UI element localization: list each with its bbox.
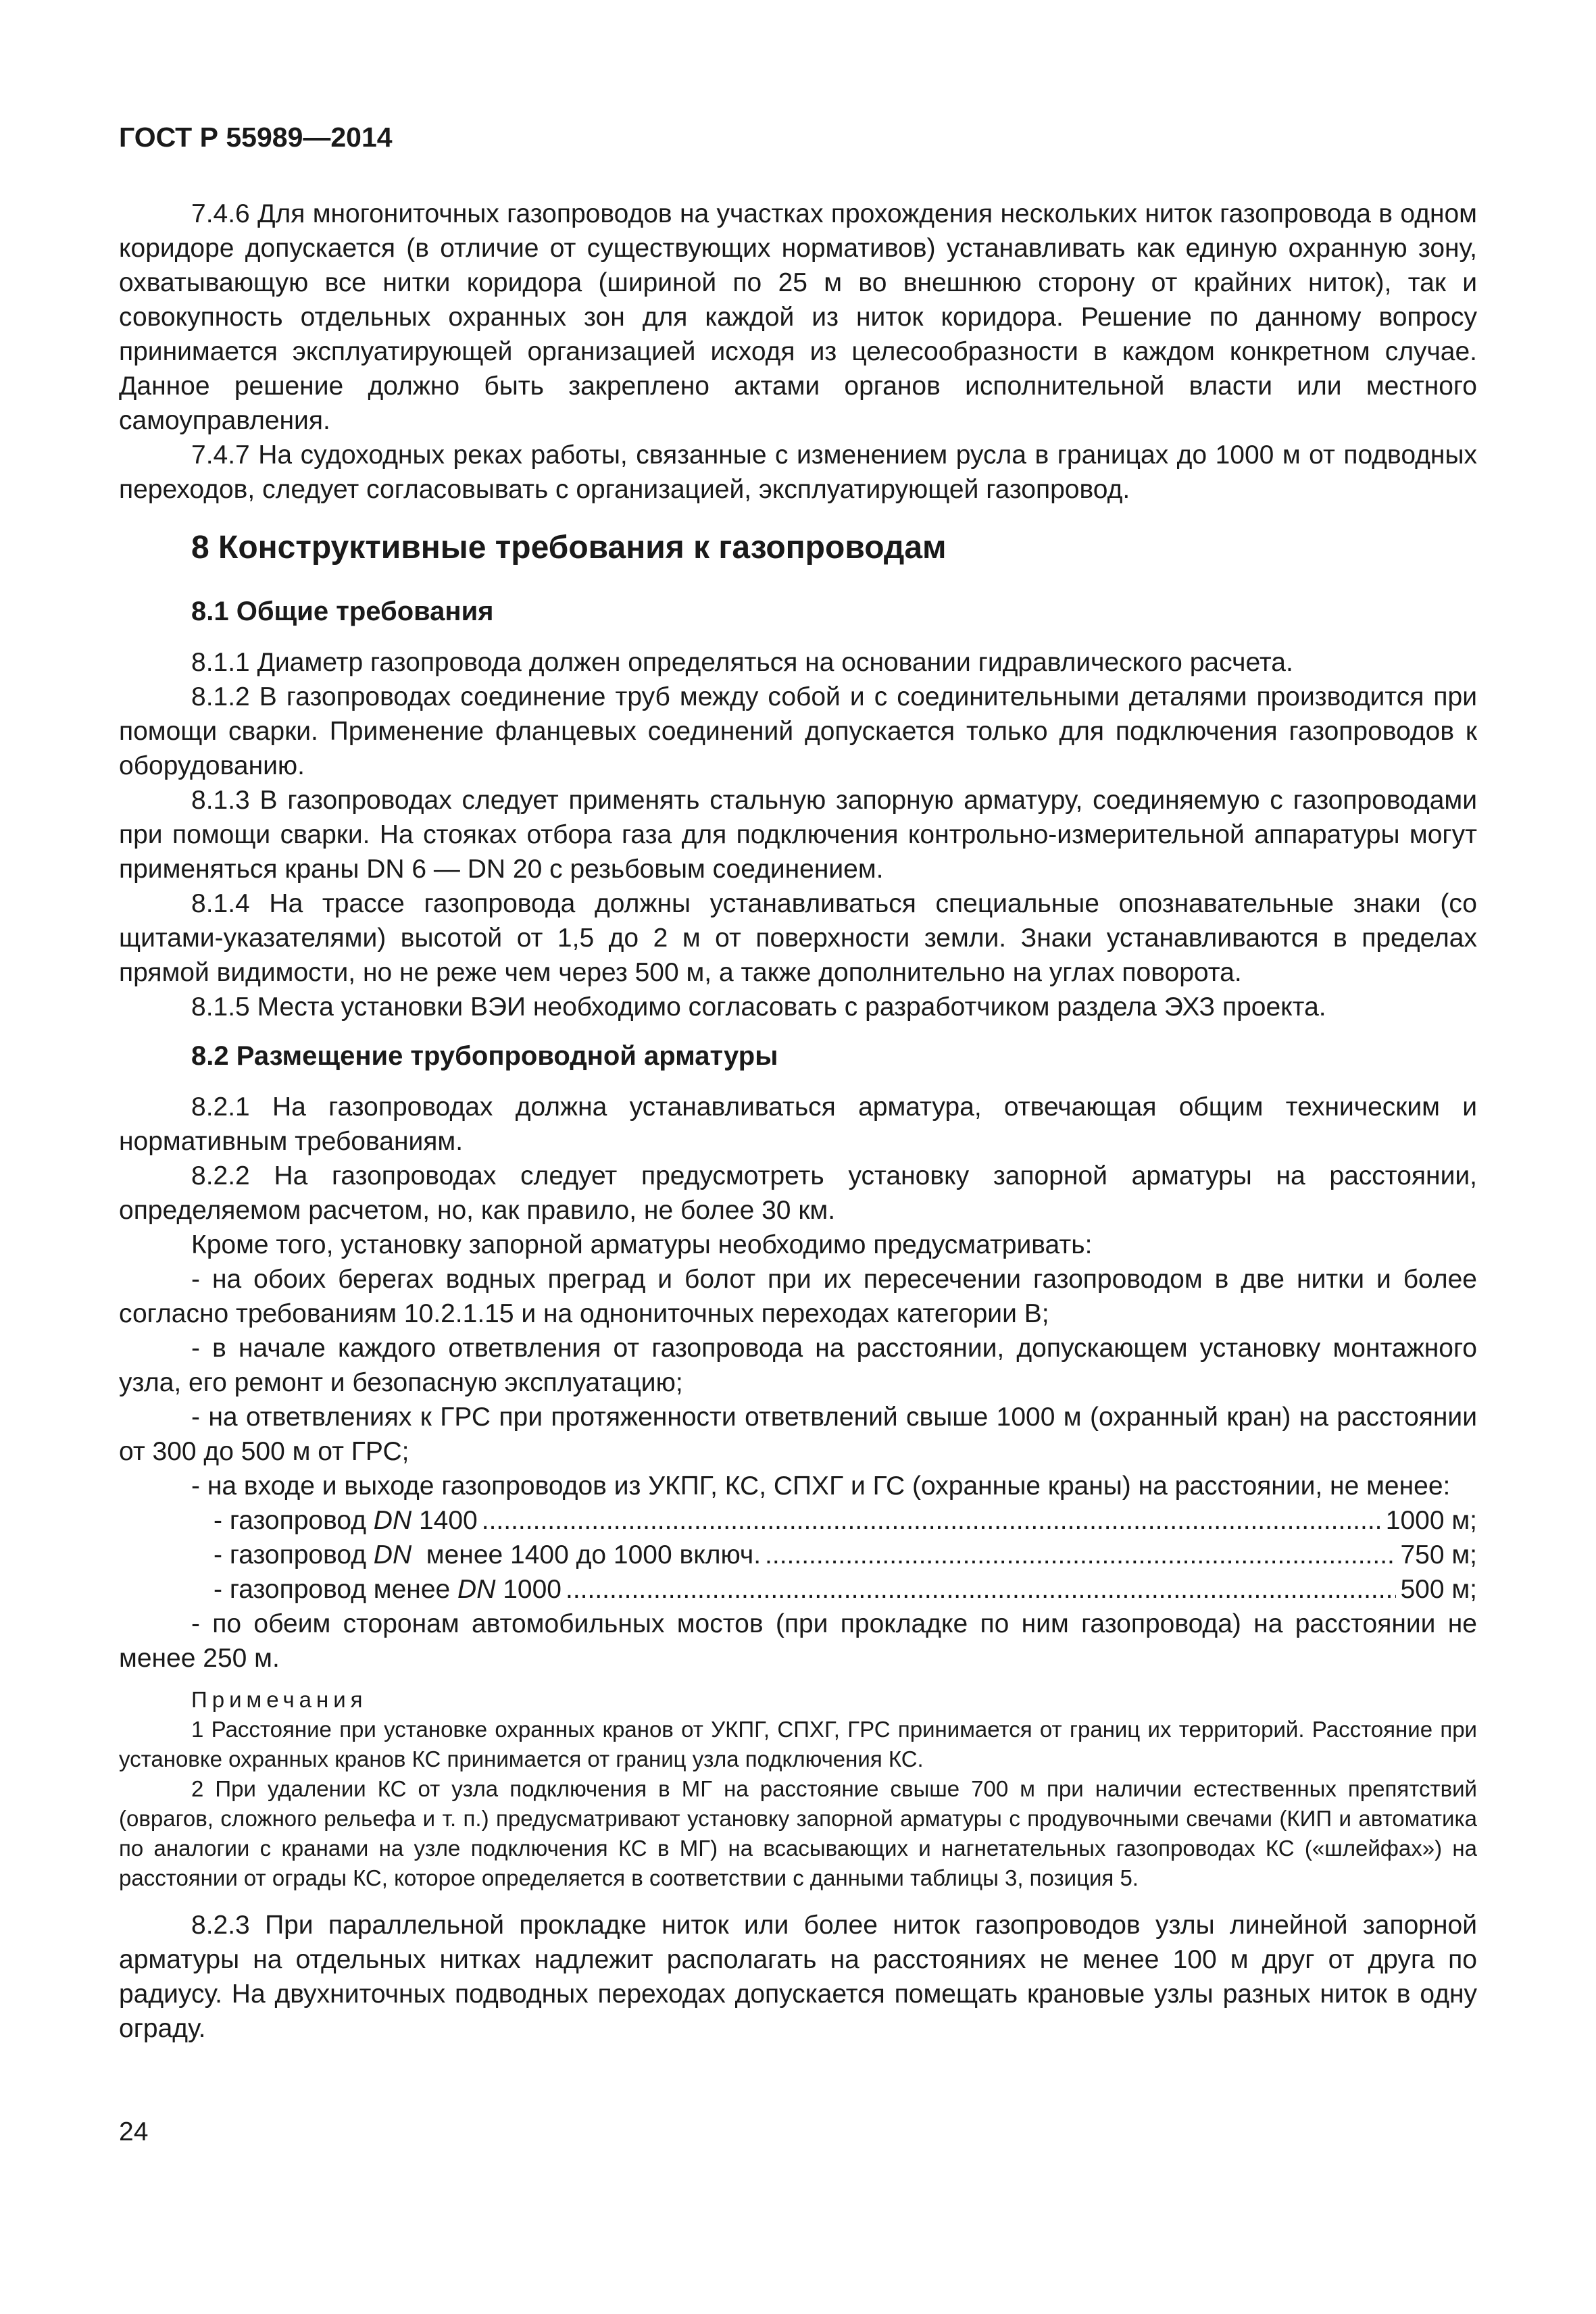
- notes-heading: Примечания: [191, 1687, 368, 1712]
- paragraph-8-2-2-intro: Кроме того, установку запорной арматуры необходимо предусматривать:: [191, 1230, 1093, 1259]
- paragraph-8-2-3: 8.2.3 При параллельной прокладке ниток или более ниток газопроводов узлы линейной запорной арматуры на отдельных нитках надлежит располагать на расстояниях не менее 100 м друг от друга по радиусу. На двухниточных подводных переходах допускается помещать крановые узлы разных ниток в одну ограду.: [119, 1911, 1477, 2043]
- distance-value: 500 м;: [1400, 1575, 1477, 1604]
- dot-leader: [765, 1538, 1396, 1572]
- list-item: - на ответвлениях к ГРС при протяженности ответвлений свыше 1000 м (охранный кран) на расстоянии от 300 до 500 м от ГРС;: [119, 1403, 1477, 1466]
- paragraph-8-2-2: 8.2.2 На газопроводах следует предусмотреть установку запорной арматуры на расстоянии, определяемом расчетом, но, как правило, не более 30 км.: [119, 1161, 1477, 1225]
- note-item: 1 Расстояние при установке охранных кранов от УКПГ, СПХГ, ГРС принимается от границ их территорий. Расстояние при установке охранных кранов КС принимается от границ узла подключения КС.: [119, 1717, 1477, 1771]
- list-item: - по обеим сторонам автомобильных мостов (при прокладке по ним газопровода) на расстоянии не менее 250 м.: [119, 1609, 1477, 1673]
- paragraph-8-1-4: 8.1.4 На трассе газопровода должны устанавливаться специальные опознавательные знаки (со щитами-указателями) высотой от 1,5 до 2 м от поверхности земли. Знаки устанавливаются в пределах прямой видимости, но не реже чем через 500 м, а также дополнительно на углах поворота.: [119, 889, 1477, 987]
- paragraph-7-4-7: 7.4.7 На судоходных реках работы, связанные с изменением русла в границах до 1000 м от подводных переходов, следует согласовывать с организацией, эксплуатирующей газопровод.: [119, 441, 1477, 504]
- subsection-8-2-heading: 8.2 Размещение трубопроводной арматуры: [191, 1041, 778, 1071]
- section-8-heading: 8 Конструктивные требования к газопроводам: [191, 530, 947, 565]
- paragraph-8-1-2: 8.1.2 В газопроводах соединение труб между собой и с соединительными деталями производится при помощи сварки. Применение фланцевых соединений допускается только для подключения газопроводов к оборудованию.: [119, 682, 1477, 780]
- distance-row: [119, 1503, 1477, 1538]
- distance-row: [119, 1572, 1477, 1607]
- distance-label: - газопровод DN менее 1400 до 1000 включ.: [214, 1540, 762, 1569]
- distance-label: - газопровод DN 1400: [214, 1506, 478, 1535]
- distance-value: 1000 м;: [1385, 1506, 1477, 1535]
- distance-value: 750 м;: [1400, 1540, 1477, 1569]
- list-item: - на входе и выходе газопроводов из УКПГ, КС, СПХГ и ГС (охранные краны) на расстоянии, не менее:: [191, 1472, 1451, 1501]
- paragraph-8-2-1: 8.2.1 На газопроводах должна устанавливаться арматура, отвечающая общим техническим и нормативным требованиям.: [119, 1092, 1477, 1156]
- dot-leader: [482, 1503, 1382, 1538]
- subsection-8-1-heading: 8.1 Общие требования: [191, 597, 494, 626]
- paragraph-8-1-3: 8.1.3 В газопроводах следует применять стальную запорную арматуру, соединяемую с газопроводами при помощи сварки. На стояках отбора газа для подключения контрольно-измерительной аппаратуры могут применяться краны DN 6 — DN 20 с резьбовым соединением.: [119, 786, 1477, 884]
- note-item: 2 При удалении КС от узла подключения в МГ на расстояние свыше 700 м при наличии естественных препятствий (оврагов, сложного рельефа и т. п.) предусматривают установку запорной арматуры с продувочными свечами (КИП и автоматика по аналогии с кранами на узле подключения КС в МГ) на всасывающих и нагнетательных газопроводах КС («шлейфах») на расстоянии от ограды КС, которое определяется в соответствии с данными таблицы 3, позиция 5.: [119, 1776, 1477, 1890]
- dot-leader: [566, 1572, 1396, 1607]
- page-number: 24: [119, 2117, 149, 2146]
- list-item: - на обоих берегах водных преград и болот при их пересечении газопроводом в две нитки и более согласно требованиям 10.2.1.15 и на однониточных переходах категории В;: [119, 1265, 1477, 1328]
- distance-label: - газопровод менее DN 1000: [214, 1575, 562, 1604]
- paragraph-8-1-5: 8.1.5 Места установки ВЭИ необходимо согласовать с разработчиком раздела ЭХЗ проекта.: [191, 992, 1326, 1022]
- paragraph-8-1-1: 8.1.1 Диаметр газопровода должен определяться на основании гидравлического расчета.: [191, 648, 1293, 677]
- list-item: - в начале каждого ответвления от газопровода на расстоянии, допускающем установку монтажного узла, его ремонт и безопасную эксплуатацию;: [119, 1334, 1477, 1397]
- paragraph-7-4-6: 7.4.6 Для многониточных газопроводов на участках прохождения нескольких ниток газопровода в одном коридоре допускается (в отличие от существующих нормативов) устанавливать как единую охранную зону, охватывающую все нитки коридора (шириной по 25 м во внешнюю сторону от крайних ниток), так и совокупность отдельных охранных зон для каждой из ниток коридора. Решение по данному вопросу принимается эксплуатирующей организацией исходя из целесообразности в каждом конкретном случае. Данное решение должно быть закреплено актами органов исполнительной власти или местного самоуправления.: [119, 199, 1477, 435]
- document-code: ГОСТ Р 55989—2014: [119, 122, 393, 153]
- distance-row: [119, 1538, 1477, 1572]
